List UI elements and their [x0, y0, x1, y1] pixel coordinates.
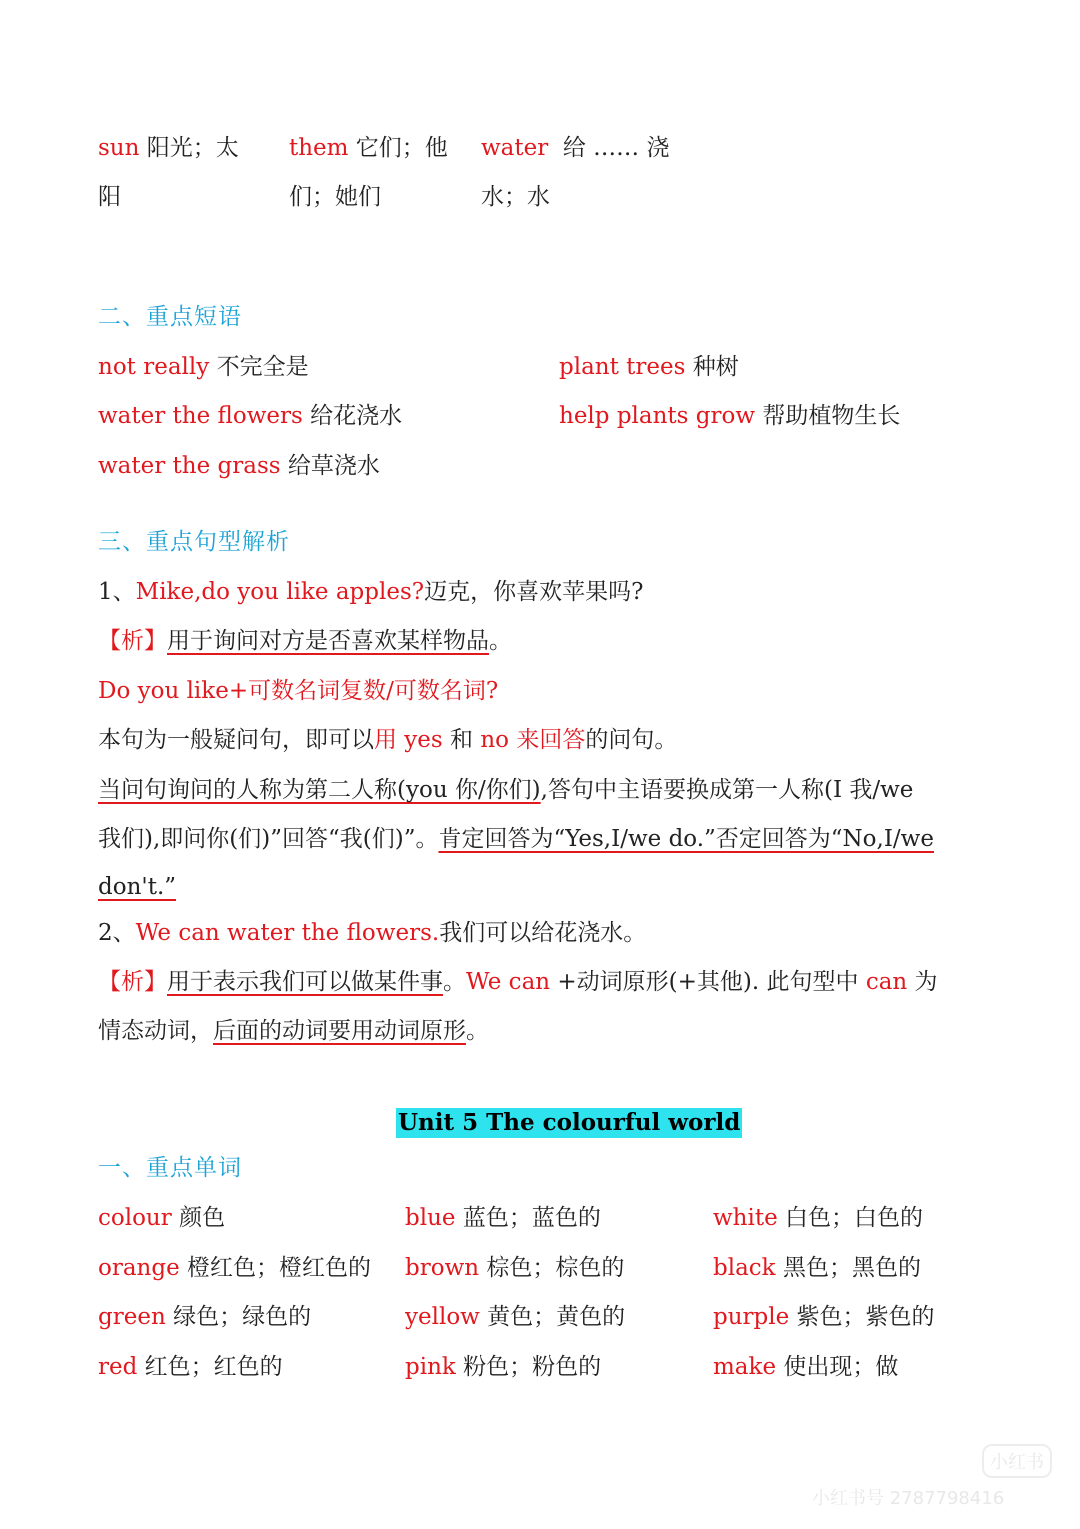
phrase-not-really: not really 不完全是 [98, 354, 309, 380]
sentence-1: 1、Mike,do you like apples?迈克，你喜欢苹果吗? [98, 579, 644, 605]
watermark-id: 小红书号 2787798416 [812, 1488, 1005, 1509]
unit5-title: Unit 5 The colourful world [398, 1109, 741, 1136]
phrase-water-grass: water the grass 给草浇水 [98, 453, 380, 479]
sentence-2: 2、We can water the flowers.我们可以给花浇水。 [98, 920, 647, 946]
word-purple: purple 紫色；紫色的 [713, 1304, 935, 1330]
phrase-water-flowers: water the flowers 给花浇水 [98, 403, 403, 429]
vocab-sun: sun 阳光；太 [98, 135, 239, 161]
analysis-1: 【析】用于询问对方是否喜欢某样物品。 [98, 628, 512, 654]
unit5-section1-heading: 一、重点单词 [98, 1155, 242, 1181]
word-orange: orange 橙红色；橙红色的 [98, 1255, 372, 1281]
phrase-plant-trees: plant trees 种树 [559, 354, 739, 380]
watermark-logo: 小红书 [982, 1444, 1052, 1478]
explanation-line-3: 我们),即问你(们)”回答“我(们)”。肯定回答为“Yes,I/we do.”否定回答为“No,I/we [98, 826, 934, 852]
vocab-them: them 它们；他 [289, 135, 448, 161]
analysis-2: 【析】用于表示我们可以做某件事。We can +动词原形(+其他). 此句型中 can 为 [98, 969, 938, 995]
pattern-1: Do you like+可数名词复数/可数名词? [98, 678, 499, 704]
explanation-line: 本句为一般疑问句，即可以用 yes 和 no 来回答的问句。 [98, 727, 678, 753]
word-pink: pink 粉色；粉色的 [405, 1354, 602, 1380]
word-make: make 使出现；做 [713, 1354, 899, 1380]
phrase-help-plants: help plants grow 帮助植物生长 [559, 403, 901, 429]
word-blue: blue 蓝色；蓝色的 [405, 1205, 601, 1231]
word-red: red 红色；红色的 [98, 1354, 283, 1380]
word-green: green 绿色；绿色的 [98, 1304, 312, 1330]
vocab-water-cont: 水；水 [481, 184, 550, 210]
word-yellow: yellow 黄色；黄色的 [405, 1304, 626, 1330]
explanation-line-2: 当问句询问的人称为第二人称(you 你/你们),答句中主语要换成第一人称(I 我/we [98, 777, 914, 803]
word-white: white 白色；白色的 [713, 1205, 924, 1231]
vocab-sun-cont: 阳 [98, 184, 121, 210]
word-black: black 黑色；黑色的 [713, 1255, 921, 1281]
explanation-line-4: don't.” [98, 874, 177, 900]
analysis-2-cont: 情态动词，后面的动词要用动词原形。 [98, 1018, 489, 1044]
vocab-them-cont: 们；她们 [289, 184, 381, 210]
word-brown: brown 棕色；棕色的 [405, 1255, 625, 1281]
word-colour: colour 颜色 [98, 1205, 226, 1231]
section3-heading: 三、重点句型解析 [98, 529, 290, 555]
section2-heading: 二、重点短语 [98, 304, 242, 330]
vocab-water: water 给 …… 浇 [481, 135, 670, 161]
